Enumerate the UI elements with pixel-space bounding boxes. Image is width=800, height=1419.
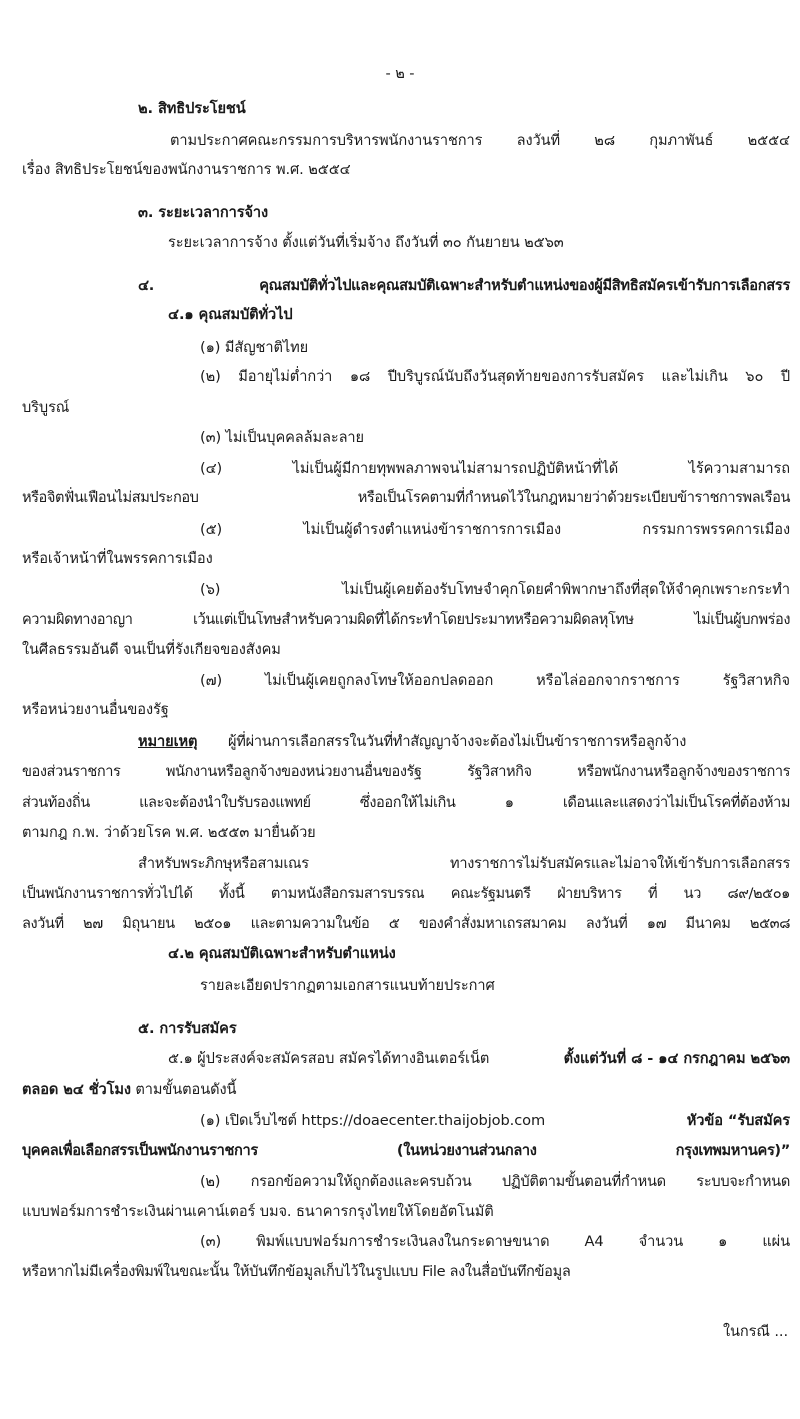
application-step: หรือหากไม่มีเครื่องพิมพ์ในขณะนั้น ให้บันทึกข้อมูลเก็บไว้ในรูปแบบ File ลงในสื่อบันทึกข้อมูล	[22, 1263, 571, 1280]
section-5-heading: ๕. การรับสมัคร	[138, 1020, 237, 1037]
qualification-item: หรือจิตฟั่นเฟือนไม่สมประกอบ หรือเป็นโรคตามที่กำหนดไว้ในกฎหมายว่าด้วยระเบียบข้าราชการพลเรือน	[22, 489, 790, 506]
application-period-line	[168, 1049, 790, 1069]
qualification-item: บริบูรณ์	[22, 399, 70, 416]
section-2-text: เรื่อง สิทธิประโยชน์ของพนักงานราชการ พ.ศ. ๒๕๕๔	[22, 161, 351, 178]
application-hours-line	[22, 1080, 236, 1100]
qualification-item: (๖) ไม่เป็นผู้เคยต้องรับโทษจำคุกโดยคำพิพากษาถึงที่สุดให้จำคุกเพราะกระทำ	[200, 581, 790, 598]
qualification-item: (๑) มีสัญชาติไทย	[200, 339, 309, 356]
website-topic: หัวข้อ “รับสมัคร	[686, 1112, 790, 1129]
application-text: ตามขั้นตอนดังนี้	[135, 1081, 237, 1098]
section-2-text: ตามประกาศคณะกรรมการบริหารพนักงานราชการ ลงวันที่ ๒๘ กุมภาพันธ์ ๒๕๕๔	[170, 132, 790, 149]
website-text: (๑) เปิดเว็บไซต์ https://doaecenter.thaijobjob.com	[200, 1112, 546, 1129]
subsection-4-2-heading: ๔.๒ คุณสมบัติเฉพาะสำหรับตำแหน่ง	[168, 945, 396, 962]
section-3-text: ระยะเวลาการจ้าง ตั้งแต่วันที่เริ่มจ้าง ถึงวันที่ ๓๐ กันยายน ๒๕๖๓	[168, 234, 564, 251]
application-hours: ตลอด ๒๔ ชั่วโมง	[22, 1081, 131, 1098]
note-text: ผู้ที่ผ่านการเลือกสรรในวันที่ทำสัญญาจ้างจะต้องไม่เป็นข้าราชการหรือลูกจ้าง	[228, 733, 687, 750]
qualification-item: (๔) ไม่เป็นผู้มีกายทุพพลภาพจนไม่สามารถปฏิบัติหน้าที่ได้ ไร้ความสามารถ	[200, 460, 790, 477]
application-text: ๕.๑ ผู้ประสงค์จะสมัครสอบ สมัครได้ทางอินเตอร์เน็ต	[168, 1050, 490, 1067]
website-topic: บุคคลเพื่อเลือกสรรเป็นพนักงานราชการ (ในหน่วยงานส่วนกลาง กรุงเทพมหานคร)”	[22, 1142, 790, 1159]
section-4-heading: ๔. คุณสมบัติทั่วไปและคุณสมบัติเฉพาะสำหรับตำแหน่งของผู้มีสิทธิสมัครเข้ารับการเลือกสรร	[138, 277, 790, 294]
note-text: ของส่วนราชการ พนักงานหรือลูกจ้างของหน่วยงานอื่นของรัฐ รัฐวิสาหกิจ หรือพนักงานหรือลูกจ้างของราชการ	[22, 763, 790, 780]
qualification-item: ในศีลธรรมอันดี จนเป็นที่รังเกียจของสังคม	[22, 641, 281, 658]
application-step: (๒) กรอกข้อความให้ถูกต้องและครบถ้วน ปฏิบัติตามขั้นตอนที่กำหนด ระบบจะกำหนด	[200, 1173, 790, 1190]
monk-paragraph: ลงวันที่ ๒๗ มิถุนายน ๒๕๐๑ และตามความในข้อ ๕ ของคำสั่งมหาเถรสมาคม ลงวันที่ ๑๗ มีนาคม ๒๕๓๘	[22, 915, 790, 932]
qualification-item: (๓) ไม่เป็นบุคคลล้มละลาย	[200, 429, 364, 446]
qualification-item: (๕) ไม่เป็นผู้ดำรงตำแหน่งข้าราชการการเมือง กรรมการพรรคการเมือง	[200, 521, 790, 538]
qualification-item: หรือเจ้าหน้าที่ในพรรคการเมือง	[22, 550, 213, 567]
subsection-4-1-heading: ๔.๑ คุณสมบัติทั่วไป	[168, 306, 293, 323]
subsection-4-2-text: รายละเอียดปรากฏตามเอกสารแนบท้ายประกาศ	[200, 977, 495, 994]
note-label: หมายเหตุ	[138, 733, 198, 750]
page-number: - ๒ -	[385, 65, 415, 82]
qualification-item: (๒) มีอายุไม่ต่ำกว่า ๑๘ ปีบริบูรณ์นับถึงวันสุดท้ายของการรับสมัคร และไม่เกิน ๖๐ ปี	[200, 368, 790, 385]
step-1-line	[200, 1111, 790, 1131]
application-step: แบบฟอร์มการชำระเงินผ่านเคาน์เตอร์ บมจ. ธนาคารกรุงไทยให้โดยอัตโนมัติ	[22, 1203, 494, 1220]
section-3-heading: ๓. ระยะเวลาการจ้าง	[138, 204, 269, 221]
monk-paragraph: สำหรับพระภิกษุหรือสามเณร ทางราชการไม่รับสมัครและไม่อาจให้เข้ารับการเลือกสรร	[138, 855, 790, 872]
section-2-heading: ๒. สิทธิประโยชน์	[138, 100, 246, 117]
continuation-marker: ในกรณี ...	[723, 1323, 788, 1340]
monk-paragraph: เป็นพนักงานราชการทั่วไปได้ ทั้งนี้ ตามหนังสือกรมสารบรรณ คณะรัฐมนตรี ฝ่ายบริหาร ที่ นว ๘๙/๒๕๐๑	[22, 885, 790, 902]
qualification-item: หรือหน่วยงานอื่นของรัฐ	[22, 701, 169, 718]
qualification-item: ความผิดทางอาญา เว้นแต่เป็นโทษสำหรับความผิดที่ได้กระทำโดยประมาทหรือความผิดลหุโทษ ไม่เป็นผู้บกพร่อง	[22, 611, 790, 628]
note-text: ตามกฎ ก.พ. ว่าด้วยโรค พ.ศ. ๒๕๕๓ มายื่นด้วย	[22, 824, 316, 841]
application-dates: ตั้งแต่วันที่ ๘ - ๑๔ กรกฎาคม ๒๕๖๓	[563, 1050, 790, 1067]
application-step: (๓) พิมพ์แบบฟอร์มการชำระเงินลงในกระดาษขนาด A4 จำนวน ๑ แผ่น	[200, 1233, 790, 1250]
qualification-item: (๗) ไม่เป็นผู้เคยถูกลงโทษให้ออกปลดออก หรือไล่ออกจากราชการ รัฐวิสาหกิจ	[200, 672, 790, 689]
note-text: ส่วนท้องถิ่น และจะต้องนำใบรับรองแพทย์ ซึ่งออกให้ไม่เกิน ๑ เดือนและแสดงว่าไม่เป็นโรคที่ต้องห้าม	[22, 794, 790, 811]
